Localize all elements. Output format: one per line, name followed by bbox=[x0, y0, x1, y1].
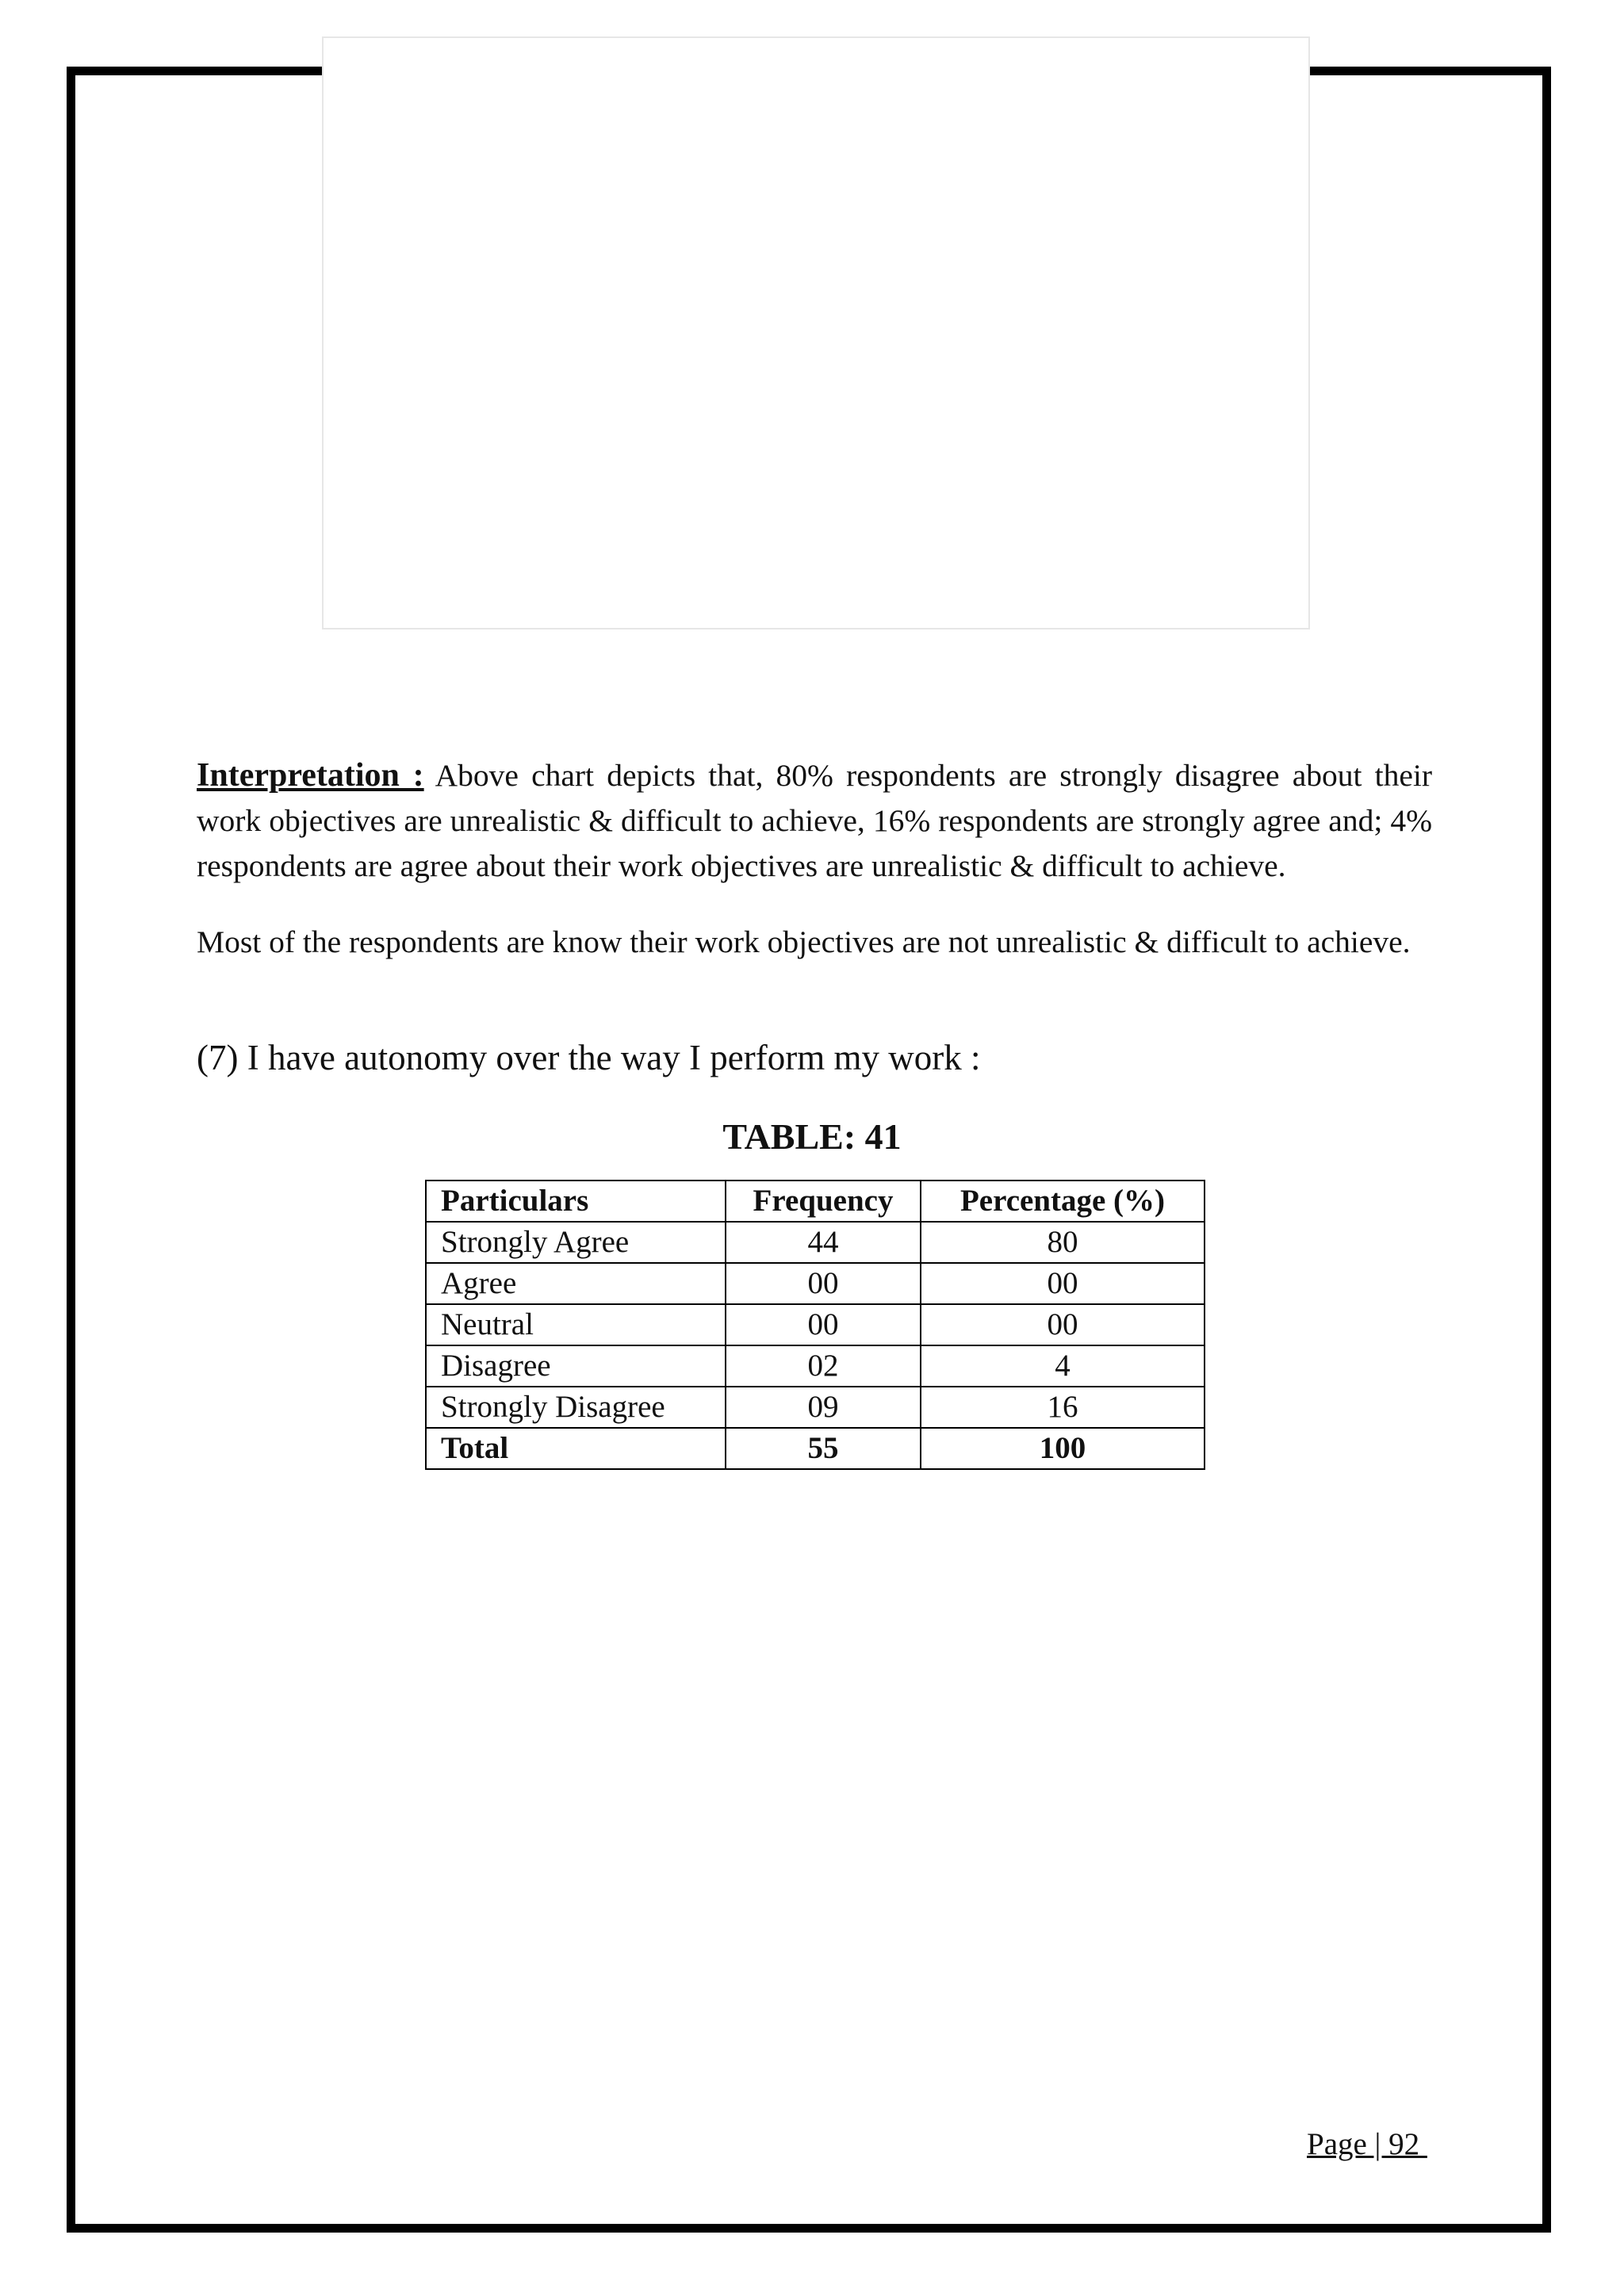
question-heading: (7) I have autonomy over the way I perform my work : bbox=[197, 1038, 981, 1077]
row-particular: Agree bbox=[426, 1263, 726, 1304]
row-particular: Disagree bbox=[426, 1345, 726, 1387]
row-percentage: 00 bbox=[921, 1263, 1205, 1304]
frequency-table bbox=[425, 1180, 1205, 1470]
table-row bbox=[426, 1387, 1205, 1428]
page-number: Page | 92 bbox=[1307, 2127, 1427, 2161]
table-header-row bbox=[426, 1181, 1205, 1222]
total-percentage: 100 bbox=[921, 1428, 1205, 1469]
chart-placeholder bbox=[322, 36, 1310, 629]
table-row bbox=[426, 1263, 1205, 1304]
total-frequency: 55 bbox=[726, 1428, 921, 1469]
header-particulars: Particulars bbox=[426, 1181, 726, 1222]
total-label: Total bbox=[426, 1428, 726, 1469]
header-percentage: Percentage (%) bbox=[921, 1181, 1205, 1222]
row-particular: Strongly Agree bbox=[426, 1222, 726, 1263]
row-percentage: 00 bbox=[921, 1304, 1205, 1345]
row-percentage: 16 bbox=[921, 1387, 1205, 1428]
row-percentage: 80 bbox=[921, 1222, 1205, 1263]
table-row bbox=[426, 1304, 1205, 1345]
row-frequency: 00 bbox=[726, 1263, 921, 1304]
row-percentage: 4 bbox=[921, 1345, 1205, 1387]
table-caption: TABLE: 41 bbox=[722, 1116, 902, 1157]
interpretation-text: Above chart depicts that, 80% respondents are strongly disagree about their work objectives are unrealistic & difficult to achieve, 16% respondents are strongly agree and; 4% respondents are agree about their work objectives are unrealistic & difficult to achieve. bbox=[197, 758, 1432, 883]
conclusion-paragraph: Most of the respondents are know their work objectives are not unrealistic & difficult to achieve. bbox=[197, 924, 1411, 959]
interpretation-paragraph bbox=[197, 753, 1432, 889]
interpretation-label: Interpretation : bbox=[197, 757, 424, 794]
table-total-row bbox=[426, 1428, 1205, 1469]
row-particular: Neutral bbox=[426, 1304, 726, 1345]
row-particular: Strongly Disagree bbox=[426, 1387, 726, 1428]
row-frequency: 02 bbox=[726, 1345, 921, 1387]
table-row bbox=[426, 1222, 1205, 1263]
row-frequency: 00 bbox=[726, 1304, 921, 1345]
row-frequency: 44 bbox=[726, 1222, 921, 1263]
header-frequency: Frequency bbox=[726, 1181, 921, 1222]
row-frequency: 09 bbox=[726, 1387, 921, 1428]
table-row bbox=[426, 1345, 1205, 1387]
